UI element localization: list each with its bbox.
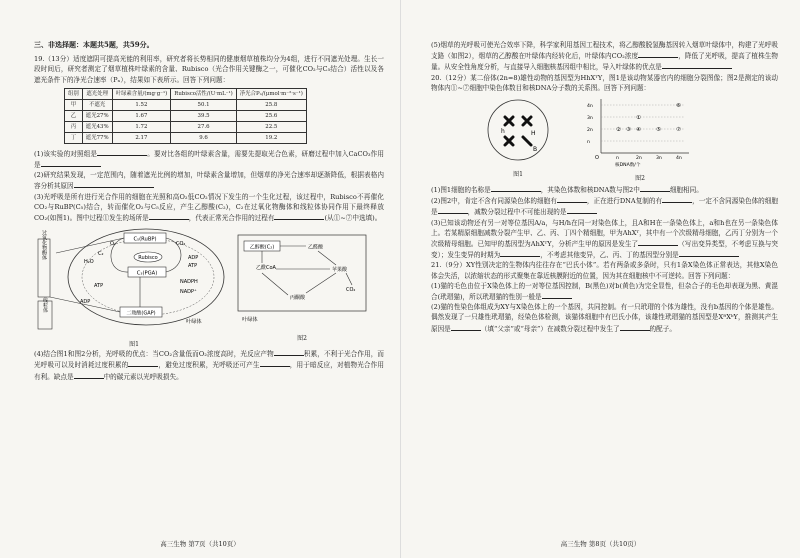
answer-blank[interactable] [679,249,739,257]
answer-blank[interactable] [74,180,154,188]
answer-blank[interactable] [557,195,587,203]
nadp-label: NADP⁺ [180,289,197,296]
figures-row [34,223,384,348]
co2-label: CO₂ [176,241,186,248]
table-cell: 丙 [65,121,83,132]
cell-diagram [483,95,553,165]
y-tick-label: 2n [587,128,593,134]
table-header: 遮光处理 [82,88,112,99]
origin-label: O [595,155,599,162]
chloroplast-label-2: 叶绿体 [242,317,258,324]
adp-label-2: ADP [80,299,91,306]
page-footer: 高三生物 第8页（共10页） [560,540,641,548]
table-cell: 19.2 [236,132,306,143]
table-cell: 乙 [65,110,83,121]
dna-chromosome-chart [585,95,695,169]
x-tick-label: 2n [636,156,642,162]
answer-blank[interactable] [274,348,304,356]
q20-part2: (2)图2中，肯定不含有同源染色体的细胞有 ，正在进行DNA复制的有 ，一定不含同源染色体的细胞是 ，减数分裂过程中不可能出现的是 [431,197,778,217]
q20-figure-2-caption: 图2 [635,175,645,183]
y-ticks [587,103,685,145]
answer-blank[interactable] [662,195,692,203]
answer-blank[interactable] [128,359,158,367]
table-cell: 25.8 [236,99,306,110]
adp-label: ADP [188,255,199,262]
table-header: Rubisco活性/(U·mL⁻¹) [171,88,237,99]
cell-membrane [488,100,548,160]
table-cell: 甲 [65,99,83,110]
page-8 [400,0,800,558]
malate-label: 苹果酸 [332,267,348,274]
figure-2 [236,233,368,342]
q19-part4: (4)结合图1和图2分析，光呼吸的优点：当CO₂含量低而O₂浓度高时，光反应产物 积累，不利于光合作用，而光呼吸可以及时消耗过度积累的 ，避免过度积累，光呼吸还可产生 ，用于暗反应，对植物光合作用有利。缺点是 中的碳元素以光呼吸损失。 [34,350,385,381]
table-cell: 不遮光 [82,99,112,110]
nadph-label: NADPH [180,279,198,286]
q19-part5: (5)烟草的光呼吸可使光合效率下降，科学家利用基因工程技术，将乙醇酸脱氢酶基因转入烟草叶绿体中，构建了光呼吸支路（如图2），烟草的乙醇酸在叶绿体内经转化后，叶绿体内CO₂浓度 ，降低了光呼吸，提高了植株生物量。从安全性角度分析，与直接导入细胞核基因组中相比，导入叶绿体的优点是 [431,41,778,72]
arrow [318,251,336,265]
pyruvate-label: 丙酮酸 [290,295,306,302]
q20-intro: 20.（12分）某二倍体(2n=8)雄性动物的基因型为HhXᵀY，图1是该动物某器官内的细胞分裂图像；图2是测定的该动物体内①~⑦细胞中染色体数目和核DNA分子数的关系图。回答下列问题： [431,73,778,92]
points [616,103,681,133]
q19-part1: (1)该实验的对照组是 。要对比各组的叶绿素含量，需要先提取光合色素，研磨过程中加入CaCO₃作用是 [34,149,384,170]
table-header: 叶绿素含量/(mg·g⁻¹) [112,88,171,99]
answer-blank[interactable] [620,323,650,331]
answer-blank[interactable] [97,148,147,156]
glyoxylate-label: 乙醛酸 [308,244,324,251]
answer-blank[interactable] [542,291,572,299]
gene-H: H [531,130,536,138]
q20-figures [481,95,778,182]
table-row [65,121,307,132]
gene-B: B [533,146,538,154]
o2-label: O₂ [110,241,116,248]
answer-blank[interactable] [567,206,597,214]
table-cell: 9.6 [171,132,237,143]
answer-blank[interactable] [638,50,678,58]
chart-point: ⑥ [676,103,681,110]
y-tick-label: 4n [587,104,593,110]
page-footer: 高三生物 第7页（共10页） [160,540,240,548]
table-header-row [65,88,307,99]
h2o-label: H₂O [84,259,94,266]
chromosomes [505,117,531,145]
table-cell: 1.67 [112,110,171,121]
section-heading: 三、非选择题：本题共5题，共59分。 [34,40,154,49]
c5-label: C₅(RuBP) [133,236,157,243]
glycolate-label: 乙醇酸(C₂) [249,244,275,251]
table-cell: 1.72 [112,121,171,132]
atp-label: ATP [188,263,198,270]
table-cell: 遮光77% [82,132,112,143]
table-cell: 27.6 [171,121,237,132]
rubisco-label: Rubisco [138,255,158,262]
answer-blank[interactable] [274,212,324,220]
arrow [306,273,336,293]
q19-part3: (3)光呼吸是所有进行光合作用的细胞在光照和高O₂低CO₂情况下发生的一个生化过程，该过程中，Rubisco不再催化CO₂与RuBP(C₅)结合，转而催化O₂与C₅反应，产生乙醇酸(C₂)，C₂在过氧化物酶体和线粒体协同作用下最终释放CO₂(如图1)。图中过程①发生的场所是 ，代表正常光合作用的过程有 (从①~⑦中选填)。 [34,192,384,223]
q20-figure-2 [585,95,695,182]
table-row [65,110,307,121]
table-row [65,99,307,110]
answer-blank[interactable] [149,212,189,220]
q20-part3: (3)已知该动物还有另一对等位基因A/a，与H/h在同一对染色体上，且A和H在一条染色体上，a和h也在另一条染色体上。若某精原细胞减数分裂产生甲、乙、丙、丁四个精细胞，甲为AhXᵀ，其中有一个次级精母细胞，乙丙丁分别为一个次级精母细胞。已知甲的基因型为AhXᵀY，分析产生甲的原因是发生了 （写出变异类型，不考虑互换与突变）；发生变异的时期为 ，不考虑其他变异，乙、丙、丁的基因型分别是 [431,218,779,260]
x-tick-label: n [616,156,619,162]
arrow [262,273,288,295]
table-row [65,132,307,143]
gap-label: 二羧酸(GAP) [126,310,156,317]
q21-part1: (1)猫的毛色由位于X染色体上的一对等位基因控制，B(黑色)对b(黄色)为完全显性，但杂合子的毛色却表现为黑、黄混合(玳瑁猫)，所以玳瑁猫的性别一般是 [431,281,778,302]
x-axis-label: 核DNA数/个 [615,163,641,169]
chart-point: ① [636,115,641,122]
table-cell: 1.52 [112,99,171,110]
c3-label: C₃(PGA) [136,270,158,277]
chloroplast-label: 叶绿体 [186,319,202,326]
chart-point: ④ [636,127,641,134]
q21-part2: (2)猫的性染色体组成为XY与X染色体上的一个基因，共同控制。有一只玳瑁的个体为雄性，没有b基因的个体是雄性。偶然发现了一只雄性玳瑁猫，经染色体检测，该猫体细胞中有巴氏小体，该雄性玳瑁猫的基因型是XᴮXᵇY，推测其产生原因是 （填“父亲”或“母亲”）在减数分裂过程中发生了 的配子。 [431,303,778,333]
answer-blank[interactable] [438,206,468,214]
table-cell: 25.6 [236,110,306,121]
table-cell: 2.17 [112,132,171,143]
q20-figure-1 [483,95,553,178]
figure-1-caption: 图1 [129,341,139,349]
y-tick-label: n [587,140,590,146]
chart-point: ③ [626,127,631,134]
peroxisome-label: 过氧化物酶体 [41,230,47,261]
table-cell: 39.5 [171,110,237,121]
table-header: 组别 [65,88,83,99]
answer-blank[interactable] [260,359,290,367]
co2-label-2: CO₂ [346,287,356,294]
chart-point: ⑤ [656,127,661,134]
answer-blank[interactable] [662,61,732,69]
answer-blank[interactable] [74,371,104,379]
answer-blank[interactable] [41,159,101,167]
table-cell: 22.5 [236,121,306,132]
c2-label: C₂ [98,251,104,258]
q21-intro: 21.（9分）XY性别决定的生物体内往往存在“巴氏小体”。若有两条或多条时，只有1条X染色体正常表达，其他X染色体会失活，以浓缩状态的形式聚集在靠近核膜附近的位置，因为其在细胞核中不可逆转。回答下列问题： [431,261,778,280]
x-tick-label: 4n [676,156,682,162]
chart-point: ② [616,127,621,134]
answer-blank[interactable] [640,184,670,192]
chart-point: ⑦ [676,127,681,134]
q19-part2: (2)研究结果发现，一定范围内，随着遮光比例的增加，叶绿素含量增加，但烟草的净光合速率却逐渐降低，根据表格内容分析其原因 [34,171,384,191]
x-ticks [616,155,682,161]
table-cell: 丁 [65,132,83,143]
q20-part1: (1)图1细胞的名称是 ，其染色体数和核DNA数与图2中 细胞相同。 [431,186,703,195]
figure-1 [36,223,232,348]
answer-blank[interactable] [451,323,481,331]
answer-blank[interactable] [500,249,540,257]
y-tick-label: 3n [587,116,593,122]
atp-label-2: ATP [94,283,104,290]
figure-2-diagram [236,233,368,329]
answer-blank[interactable] [491,184,541,192]
arrow [346,273,352,285]
data-table [64,88,307,144]
coa-label: 乙酰CoA [256,265,276,272]
answer-blank[interactable] [638,238,678,246]
q19-intro: 19.（13分）适度遮阴可提高光能的利用率，研究者将长势相同的健康烟草植株均分为4组，进行不同遮光处理。生长一段时间后，研究者测定了烟草植株叶绿素的含量、Rubisco（光合作用关键酶之一，可催化CO₂与C₅结合）活性以及各遮光条件下的净光合速率（Pₙ），结果如下表所示。回答下列问题： [34,55,384,84]
table-cell: 50.1 [171,99,237,110]
mito-label: 线粒体 [42,297,48,313]
x-tick-label: 3n [656,156,662,162]
figure-1-diagram [36,223,232,335]
table-header: 凈光合Pₙ/(μmol·m⁻²·s⁻¹) [236,88,306,99]
q20-figure-1-caption: 图1 [513,171,523,179]
gene-h: h [501,128,505,136]
figure-2-caption: 图2 [297,335,307,343]
table-cell: 遮光43% [82,121,112,132]
table-cell: 遮光27% [82,110,112,121]
